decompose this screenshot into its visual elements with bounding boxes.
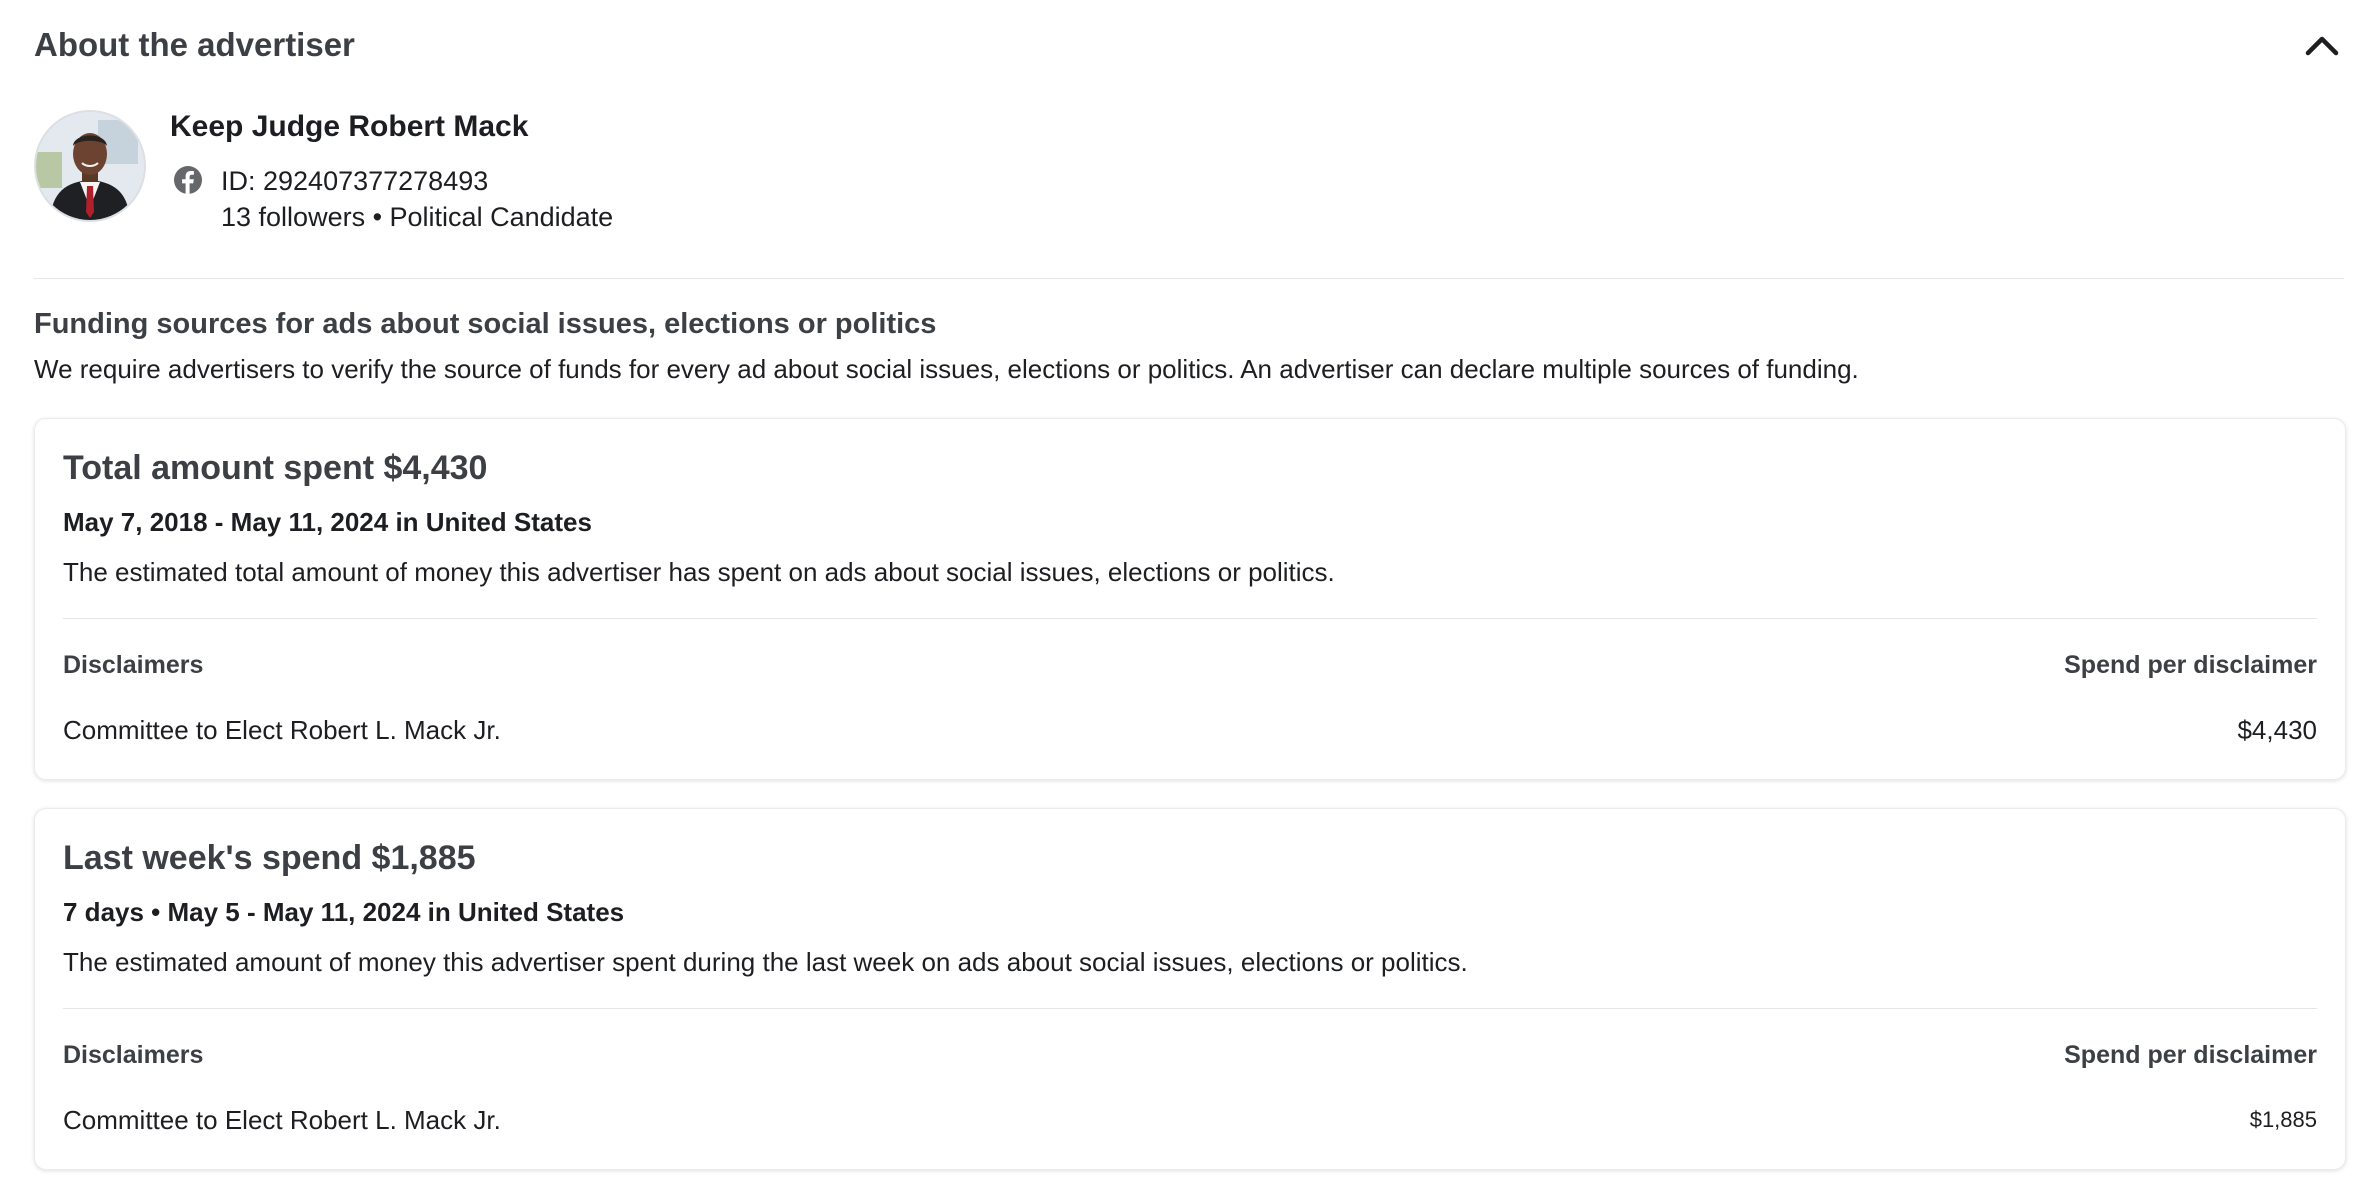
- facebook-icon: [173, 165, 203, 195]
- advertiser-info: [34, 110, 934, 230]
- advertiser-name[interactable]: Keep Judge Robert Mack: [170, 110, 529, 143]
- card-description: The estimated amount of money this advertiser spent during the last week on ads about social issues, elections or politics.: [63, 947, 1468, 977]
- section-title: About the advertiser: [34, 26, 355, 63]
- chevron-up-icon[interactable]: [2300, 23, 2344, 67]
- card-title: Last week's spend $1,885: [63, 839, 476, 877]
- total-spend-card: [34, 418, 2346, 780]
- section-header[interactable]: [34, 20, 2344, 70]
- disclaimer-spend: $1,885: [2249, 1107, 2317, 1132]
- divider: [34, 278, 2344, 279]
- card-date-range: May 7, 2018 - May 11, 2024 in United States: [63, 507, 592, 537]
- disclaimer-spend: $4,430: [2237, 715, 2317, 745]
- avatar[interactable]: [34, 110, 146, 222]
- advertiser-meta: 13 followers • Political Candidate: [221, 202, 614, 232]
- divider: [63, 618, 2317, 619]
- card-title: Total amount spent $4,430: [63, 449, 488, 487]
- last-week-spend-card: [34, 808, 2346, 1170]
- card-description: The estimated total amount of money this advertiser has spent on ads about social issues, elections or politics.: [63, 557, 1335, 587]
- column-header-disclaimers: Disclaimers: [63, 1041, 204, 1069]
- column-header-disclaimers: Disclaimers: [63, 651, 204, 679]
- advertiser-id: ID: 292407377278493: [221, 166, 489, 196]
- disclaimer-name: Committee to Elect Robert L. Mack Jr.: [63, 1105, 501, 1135]
- funding-description: We require advertisers to verify the source of funds for every ad about social issues, elections or politics. An advertiser can declare multiple sources of funding.: [34, 354, 1859, 384]
- disclaimer-name: Committee to Elect Robert L. Mack Jr.: [63, 715, 501, 745]
- column-header-spend: Spend per disclaimer: [2064, 1041, 2317, 1069]
- column-header-spend: Spend per disclaimer: [2064, 651, 2317, 679]
- funding-title: Funding sources for ads about social issues, elections or politics: [34, 308, 937, 340]
- card-date-range: 7 days • May 5 - May 11, 2024 in United States: [63, 897, 625, 927]
- divider: [63, 1008, 2317, 1009]
